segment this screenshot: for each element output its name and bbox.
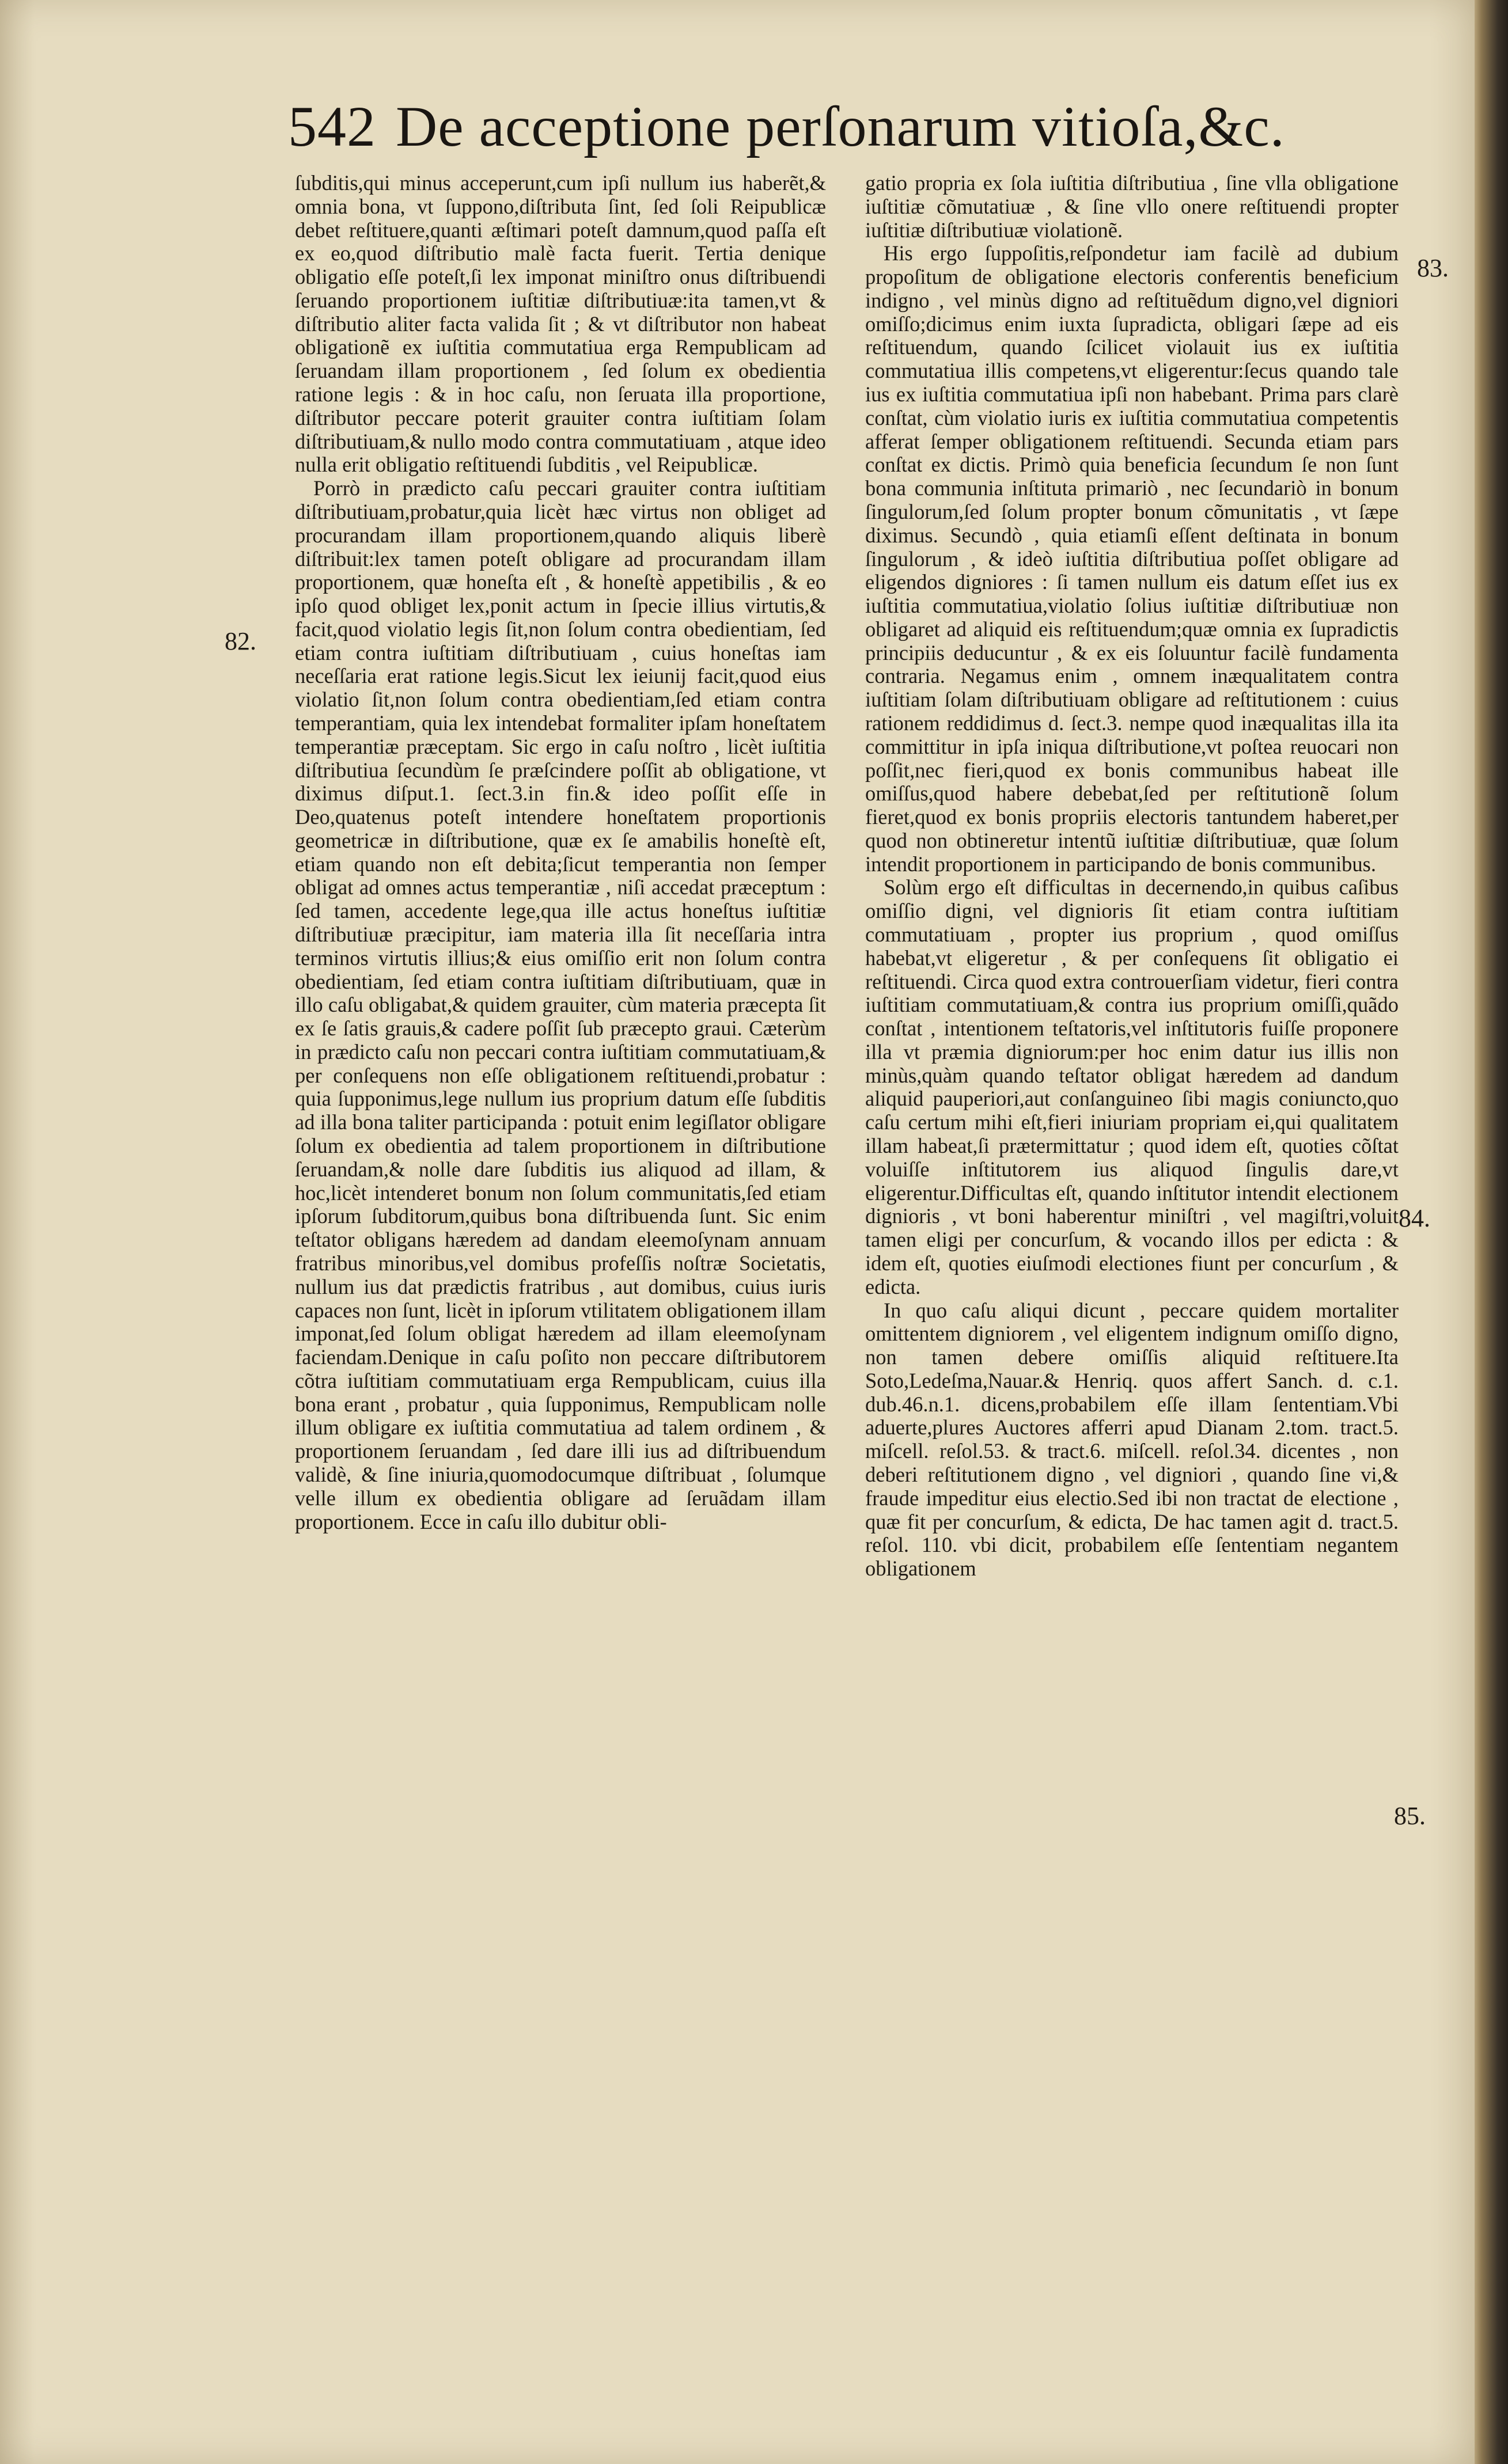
margin-number: 84. [1399, 1204, 1430, 1232]
margin-number: 82. [225, 627, 256, 655]
paragraph: gatio propria ex ſola iuſtitia diſtributiua , ſine vlla obligatione iuſtitiæ cõmutatiuæ , & ſine vllo onere reſtituendi propter iuſtitiæ diſtributiuæ violationẽ. [865, 171, 1399, 242]
paragraph: ſubditis,qui minus acceperunt,cum ipſi nullum ius haberẽt,& omnia bona, vt ſuppono,diſtributa ſint, ſed ſoli Reipublicæ debet reſtituere,quanti æſtimari poteſt damnum,quod paſſa eſt ex eo,quod diſtributio malè facta fuerit. Tertia denique obligatio eſſe poteſt,ſi lex imponat miniſtro onus diſtribuendi ſeruando proportionem iuſtitiæ diſtributiuæ:ita tamen,vt & diſtributio aliter facta valida ſit ; & vt diſtributor non habeat obligationẽ ex iuſtitia commutatiua erga Rempublicam ad ſeruandam illam proportionem , ſed ſolum ex obedientia ratione legis : & in hoc caſu, non ſeruata illa proportione, diſtributor peccare poterit grauiter contra iuſtitiam ſolam diſtributiuam,& nullo modo contra commutatiuam , atque ideo nulla erit obligatio reſtituendi ſubditis , vel Reipublicæ. [295, 171, 826, 477]
paragraph: Solùm ergo eſt difficultas in decernendo,in quibus caſibus omiſſio digni, vel dignioris ſit etiam contra iuſtitiam commutatiuam , propter ius proprium , quod omiſſus habebat,vt eligeretur , & per conſequens ſit obligatio ei reſtituendi. Circa quod extra controuerſiam videtur, fieri contra iuſtitiam commutatiuam,& contra ius proprium omiſſi,quãdo conſtat , intentionem teſtatoris,vel inſtitutoris fuiſſe proponere illa vt præmia digniorum:per hoc enim datur ius illis non minùs,quàm quando teſtator obligat hæredem ad dandum aliquid pauperiori,aut conſanguineo ſibi magis coniuncto,quo caſu certum mihi eſt,fieri iniuriam propriam ei,qui qualitatem illam habeat,ſi prætermittatur ; quod idem eſt, quoties cõſtat voluiſſe inſtitutorem ius aliquod ſingulis dare,vt eligerentur.Difficultas eſt, quando inſtitutor intendit electionem dignioris , vt boni haberentur miniſtri , vel magiſtri,voluit tamen eligi per concurſum, & vocando illos per edicta : & idem eſt, quoties eiuſmodi electiones fiunt per concurſum , & edicta. [865, 875, 1399, 1299]
right-column [865, 172, 1399, 1581]
margin-number: 83. [1417, 254, 1449, 282]
margin-number: 85. [1394, 1802, 1426, 1830]
book-edge [1475, 0, 1508, 2464]
left-column [295, 172, 826, 1533]
page-number: 542 [288, 94, 376, 158]
paragraph: In quo caſu aliqui dicunt , peccare quidem mortaliter omittentem digniorem , vel eligentem indignum omiſſo digno, non tamen debere omiſſis aliquid reſtituere.Ita Soto,Ledeſma,Nauar.& Henriq. quos affert Sanch. d. c.1. dub.46.n.1. dicens,probabilem eſſe illam ſententiam.Vbi aduerte,plures Auctores afferri apud Dianam 2.tom. tract.5. miſcell. reſol.53. & tract.6. miſcell. reſol.34. dicentes , non deberi reſtitutionem digno , vel digniori , quando ſine vi,& fraude impeditur eius electio.Sed ibi non tractat de electione , quæ fit per concurſum, & edicta, De hac tamen agit d. tract.5. reſol. 110. vbi dicit, probabilem eſſe ſententiam negantem obligationem [865, 1298, 1399, 1581]
running-head [288, 86, 1382, 167]
running-title: De acceptione perſonarum vitioſa,&c. [396, 94, 1285, 158]
paragraph: His ergo ſuppoſitis,reſpondetur iam facilè ad dubium propoſitum de obligatione electoris conferentis beneficium indigno , vel minùs digno ad reſtituẽdum digno,vel digniori omiſſo;dicimus enim iuxta ſupradicta, obligari ſæpe ad eis reſtituendum, quando ſcilicet violauit ius ex iuſtitia commutatiua illis competens,vt eligerentur:ſecus quando tale ius ex iuſtitia commutatiua ipſi non habebant. Prima pars clarè conſtat, cùm violatio iuris ex iuſtitia commutatiua competentis afferat ſemper obligationem reſtituendi. Secunda etiam pars conſtat ex dictis. Primò quia beneficia ſecundum ſe non ſunt bona communia inſtituta primariò , nec ſecundariò in bonum ſingulorum,ſed ſolum propter bonum cõmunitatis , vt ſæpe diximus. Secundò , quia etiamſi eſſent deſtinata in bonum ſingulorum , & ideò iuſtitia diſtributiua poſſet obligare ad eligendos digniores : ſi tamen nullum eis datum eſſet ius ex iuſtitia commutatiua,violatio ſolius iuſtitiæ diſtributiuæ non obligaret ad aliquid eis reſtituendum;quæ omnia ex ſupradictis principiis deducuntur , & ex eis ſoluuntur facilè fundamenta contraria. Negamus enim , omnem inæqualitatem contra iuſtitiam ſolam diſtributiuam obligare ad reſtitutionem : cuius rationem reddidimus d. ſect.3. nempe quod inæqualitas illa ita committitur in ipſa iniqua diſtributione,vt poſtea reuocari non poſſit,nec fieri,quod ex bonis communibus habeat ille omiſſus,quod habere debebat,ſed per reſtitutionẽ ſolum fieret,quod ex bonis propriis electoris tantundem haberet,per quod non obtineretur intentũ iuſtitiæ diſtributiuæ, quæ ſolum intendit proportionem in participando de bonis communibus. [865, 241, 1399, 876]
paragraph: Porrò in prædicto caſu peccari grauiter contra iuſtitiam diſtributiuam,probatur,quia licèt hæc virtus non obliget ad procurandam illam proportionem,quando aliquis liberè diſtribuit:lex tamen poteſt obligare ad procurandam illam proportionem, quæ honeſta eſt , & honeſtè appetibilis , & eo ipſo quod obliget lex,ponit actum in ſpecie illius virtutis,& facit,quod violatio legis ſit,non ſolum contra obedientiam, ſed etiam contra iuſtitiam diſtributiuam , cuius honeſtas iam neceſſaria erat ratione legis.Sicut lex ieiunij facit,quod eius violatio ſit,non ſolum contra obedientiam,ſed etiam contra temperantiam, quia lex intendebat formaliter ipſam honeſtatem temperantiæ præceptam. Sic ergo in caſu noſtro , licèt iuſtitia diſtributiua ſecundùm ſe præſcindere poſſit ab obligatione, vt diximus diſput.1. ſect.3.in fin.& ideo poſſit eſſe in Deo,quatenus poteſt intendere honeſtatem proportionis geometricæ in diſtributione, quæ ex ſe amabilis honeſtè eſt, etiam quando non eſt debita;ſicut temperantia non ſemper obligat ad omnes actus temperantiæ , niſi accedat præceptum : ſed tamen, accedente lege,qua ille actus honeſtus iuſtitiæ diſtributiuæ præcipitur, iam materia illa ſit neceſſaria intra terminos virtutis illius;& eius omiſſio erit non ſolum contra obedientiam, ſed etiam contra iuſtitiam diſtributiuam, quæ in illo caſu obligabat,& quidem grauiter, cùm materia præcepta ſit ex ſe ſatis grauis,& cadere poſſit ſub præcepto graui. Cæterùm in prædicto caſu non peccari contra iuſtitiam commutatiuam,& per conſequens non eſſe obligationem reſtituendi,probatur : quia ſupponimus,lege nullum ius proprium datum eſſe ſubditis ad illa bona taliter participanda : potuit enim legiſlator obligare ſolum ex obedientia ad talem proportionem in diſtributione ſeruandam,& nolle dare ſubditis ius aliquod ad illam, & hoc,licèt intenderet bonum non ſolum communitatis,ſed etiam ipſorum ſubditorum,quibus bona diſtribuenda ſunt. Sic enim teſtator obligans hæredem ad dandam eleemoſynam annuam fratribus minoribus,vel domibus profeſſis noſtræ Societatis, nullum ius dat prædictis fratribus , aut domibus, cuius iuris capaces non ſunt, licèt in ipſorum vtilitatem obligationem illam imponat,ſed ſolum obligat hæredem ad illam eleemoſynam faciendam.Denique in caſu poſito non peccare diſtributorem cõtra iuſtitiam commutatiuam erga Rempublicam, cuius illa bona erant , probatur , quia ſupponimus, Rempublicam nolle illum obligare ex iuſtitia commutatiua ad talem ordinem , & proportionem ſeruandam , ſed dare illi ius ad diſtribuendum validè, & ſine iniuria,quomodocumque diſtribuat , ſolumque velle illum ex obedientia obligare ad ſeruãdam illam proportionem. Ecce in caſu illo dubitur obli- [295, 476, 826, 1533]
